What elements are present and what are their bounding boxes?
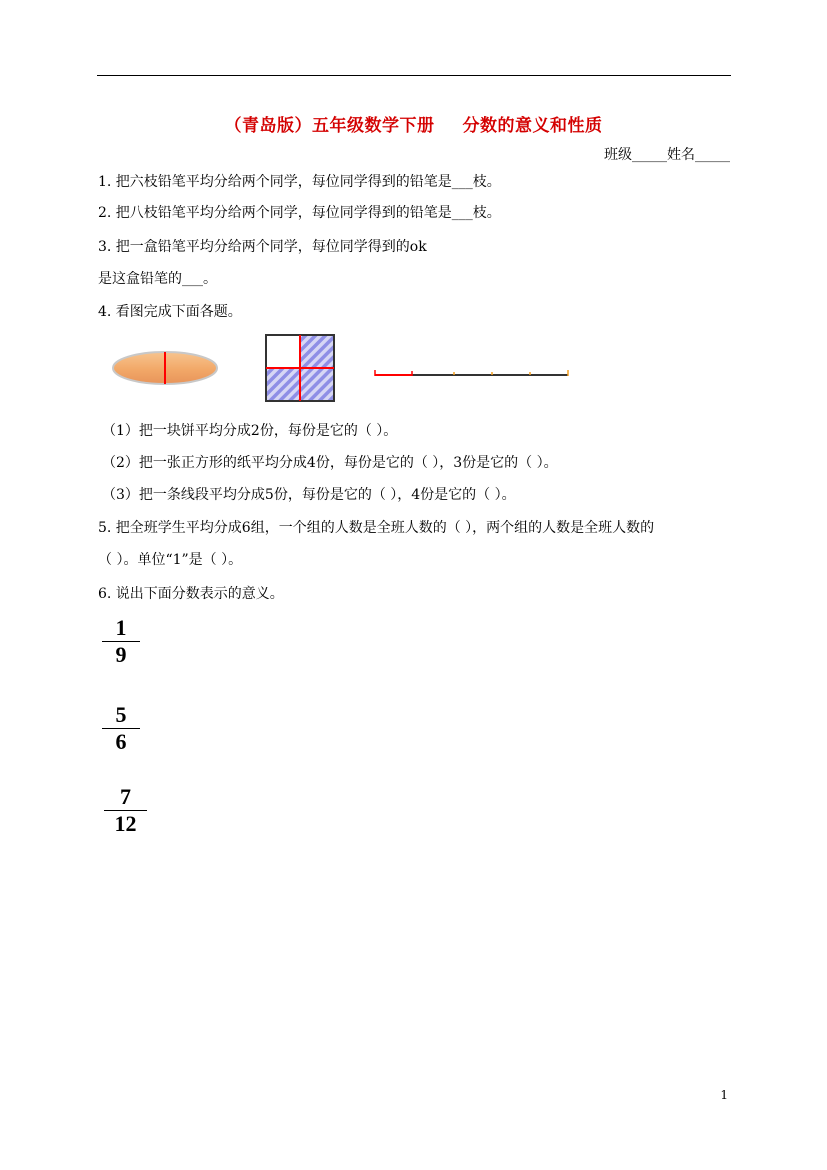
question-5-line2: （ ）。单位“1”是（ ）。: [98, 552, 243, 568]
fraction-2-numerator: 5: [115, 702, 127, 727]
page-number: 1: [720, 1088, 728, 1102]
fraction-1-numerator: 1: [115, 615, 127, 640]
square-figure: [265, 334, 335, 402]
square-part-bottom-left: [266, 368, 300, 401]
question-4-3: （3）把一条线段平均分成5份，每份是它的（ ），4份是它的（ ）。: [102, 487, 516, 503]
square-part-top-left: [266, 335, 300, 368]
question-3-line1: 3. 把一盒铅笔平均分给两个同学，每位同学得到的ok: [98, 239, 427, 255]
square-part-top-right: [300, 335, 334, 368]
question-4-1: （1）把一块饼平均分成2份，每份是它的（ ）。: [102, 423, 398, 439]
fraction-1-denominator: 9: [115, 642, 127, 667]
question-5-line1: 5. 把全班学生平均分成6组，一个组的人数是全班人数的（ ），两个组的人数是全班人数的: [98, 520, 655, 536]
question-4: 4. 看图完成下面各题。: [98, 304, 242, 320]
segment-figure: [372, 366, 572, 380]
question-2: 2. 把八枝铅笔平均分给两个同学，每位同学得到的铅笔是___枝。: [98, 205, 501, 221]
page-title: [0, 111, 827, 136]
question-4-2: （2）把一张正方形的纸平均分成4份，每份是它的（ ），3份是它的（ ）。: [102, 455, 558, 471]
fraction-3: [104, 785, 147, 836]
header-rule: [97, 75, 731, 76]
fraction-1: [102, 616, 140, 667]
fraction-2-denominator: 6: [115, 729, 127, 754]
fraction-3-denominator: 12: [114, 811, 137, 836]
class-name-fields: 班级_____姓名_____: [604, 147, 730, 163]
question-3-line2: 是这盒铅笔的___。: [98, 271, 217, 287]
square-part-bottom-right: [300, 368, 334, 401]
question-6: 6. 说出下面分数表示的意义。: [98, 586, 284, 602]
pie-figure: [110, 348, 220, 388]
title-topic: 分数的意义和性质: [462, 116, 603, 136]
title-book: （青岛版）五年级数学下册: [224, 116, 435, 136]
question-1: 1. 把六枝铅笔平均分给两个同学，每位同学得到的铅笔是___枝。: [98, 174, 501, 190]
fraction-2: [102, 703, 140, 754]
fraction-3-numerator: 7: [120, 784, 131, 809]
